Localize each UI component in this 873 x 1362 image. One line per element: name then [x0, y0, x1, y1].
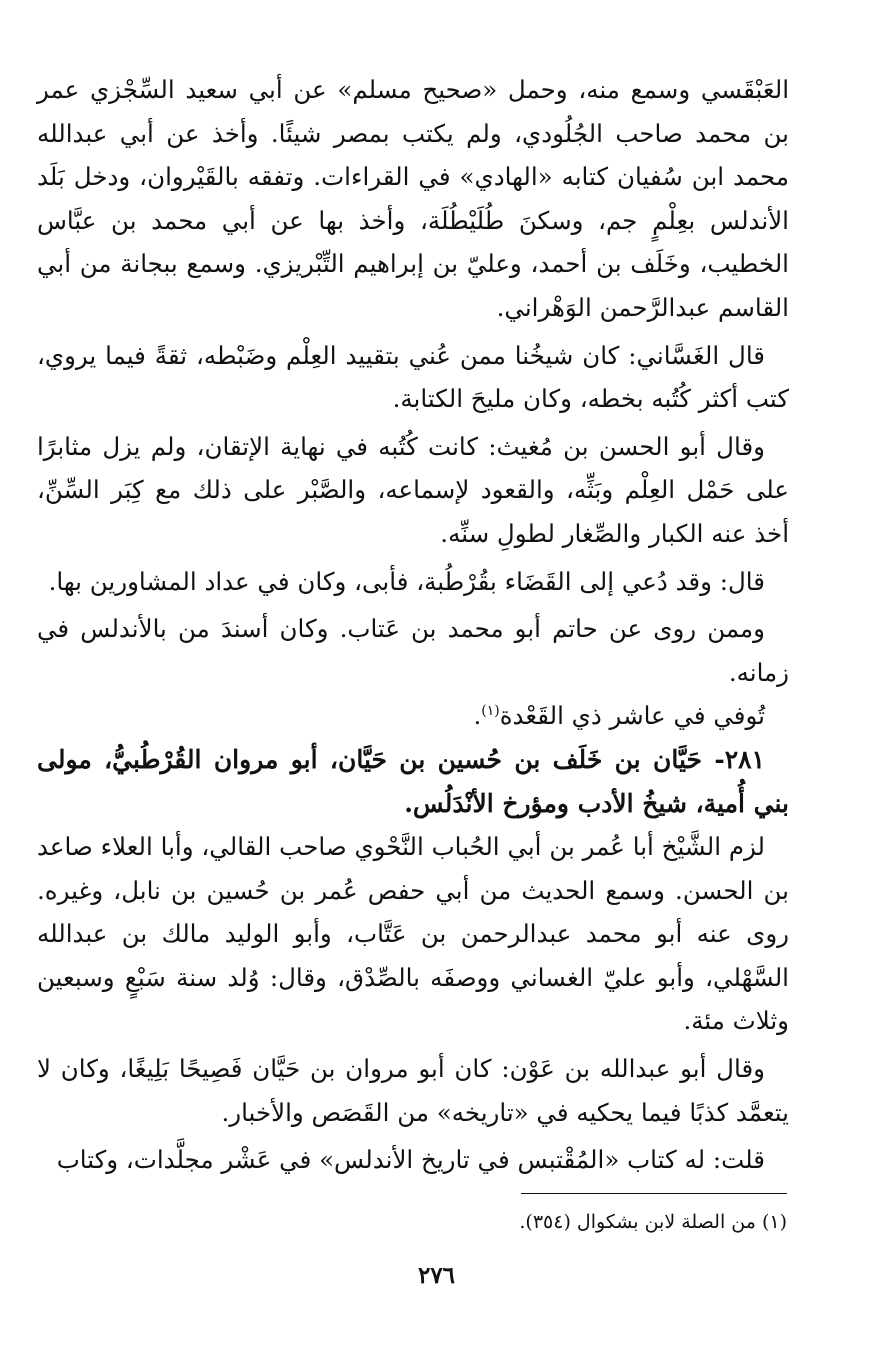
entry-heading: ٢٨١- حَيَّان بن خَلَف بن حُسين بن حَيَّان، أبو مروان القُرْطُبيُّ، مولى بني أُمية، شيخُ الأدب ومؤرخ الأنْدَلُس. — [37, 744, 789, 818]
main-text — [37, 68, 789, 1182]
footnote-marker: (١) — [481, 703, 500, 720]
death-text: تُوفي في عاشر ذي القَعْدة — [499, 701, 765, 731]
footnote: (١) من الصلة لابن بشكوال (٣٥٤). — [519, 1211, 787, 1233]
paragraph-1: العَبْقَسي وسمع منه، وحمل «صحيح مسلم» عن أبي سعيد السِّجْزي عمر بن محمد صاحب الجُلُودي، ولم يكتب بمصر شيئًا. وأخذ عن أبي عبدالله محمد ابن سُفيان كتابه «الهادي» في القراءات. وتفقه بالقَيْروان، ودخل بَلَد الأندلس بعِلْمٍ جم، وسكنَ طُلَيْطُلَة، وأخذ بها عن أبي محمد بن عبَّاس الخطيب، وخَلَف بن أحمد، وعليّ بن إبراهيم التِّبْريزي. وسمع ببجانة من أبي القاسم عبدالرَّحمن الوَهْراني. — [37, 75, 789, 322]
paragraph-5: وممن روى عن حاتم أبو محمد بن عَتاب. وكان أسندَ من بالأندلس في زمانه. — [37, 614, 789, 687]
paragraph-2: قال الغَسَّاني: كان شيخُنا ممن عُني بتقييد العِلْم وضَبْطه، ثقةً فيما يروي، كتب أكثر كُتُبه بخطه، وكان مليحَ الكتابة. — [37, 340, 789, 414]
page-number: ٢٧٦ — [417, 1262, 456, 1289]
paragraph-8: قلت: له كتاب «المُقْتبس في تاريخ الأندلس» في عَشْر مجلَّدات، وكتاب — [56, 1145, 765, 1175]
footnote-divider — [521, 1193, 787, 1194]
paragraph-7: وقال أبو عبدالله بن عَوْن: كان أبو مروان بن حَيَّان فَصِيحًا بَلِيغًا، وكان لا يتعمَّد كذبًا فيما يحكيه في «تاريخه» من القَصَص والأخبار. — [37, 1054, 789, 1127]
death-line: تُوفي في عاشر ذي القَعْدة$^{(١)}$. — [473, 701, 765, 731]
paragraph-4: قال: وقد دُعي إلى القَضَاء بقُرْطُبة، فأبى، وكان في عداد المشاورين بها. — [48, 566, 765, 596]
paragraph-3: وقال أبو الحسن بن مُغيث: كانت كُتُبه في نهاية الإتقان، ولم يزل مثابرًا على حَمْل العِلْم وبَثِّه، والقعود لإسماعه، والصَّبْر على ذلك مع كِبَر السِّنِّ، أخذ عنه الكبار والصِّغار لطولِ سنِّه. — [37, 431, 789, 548]
paragraph-6: لزم الشَّيْخ أبا عُمر بن أبي الحُباب النَّحْوي صاحب القالي، وأبا العلاء صاعد بن الحسن. وسمع الحديث من أبي حفص عُمر بن حُسين بن نابل، وغيره. روى عنه أبو محمد عبدالرحمن بن عَتَّاب، وأبو الوليد مالك بن عبدالله السَّهْلي، وأبو عليّ الغساني ووصفَه بالصِّدْق، وقال: وُلد سنة سَبْعٍ وسبعين وثلاث مئة. — [37, 832, 789, 1036]
